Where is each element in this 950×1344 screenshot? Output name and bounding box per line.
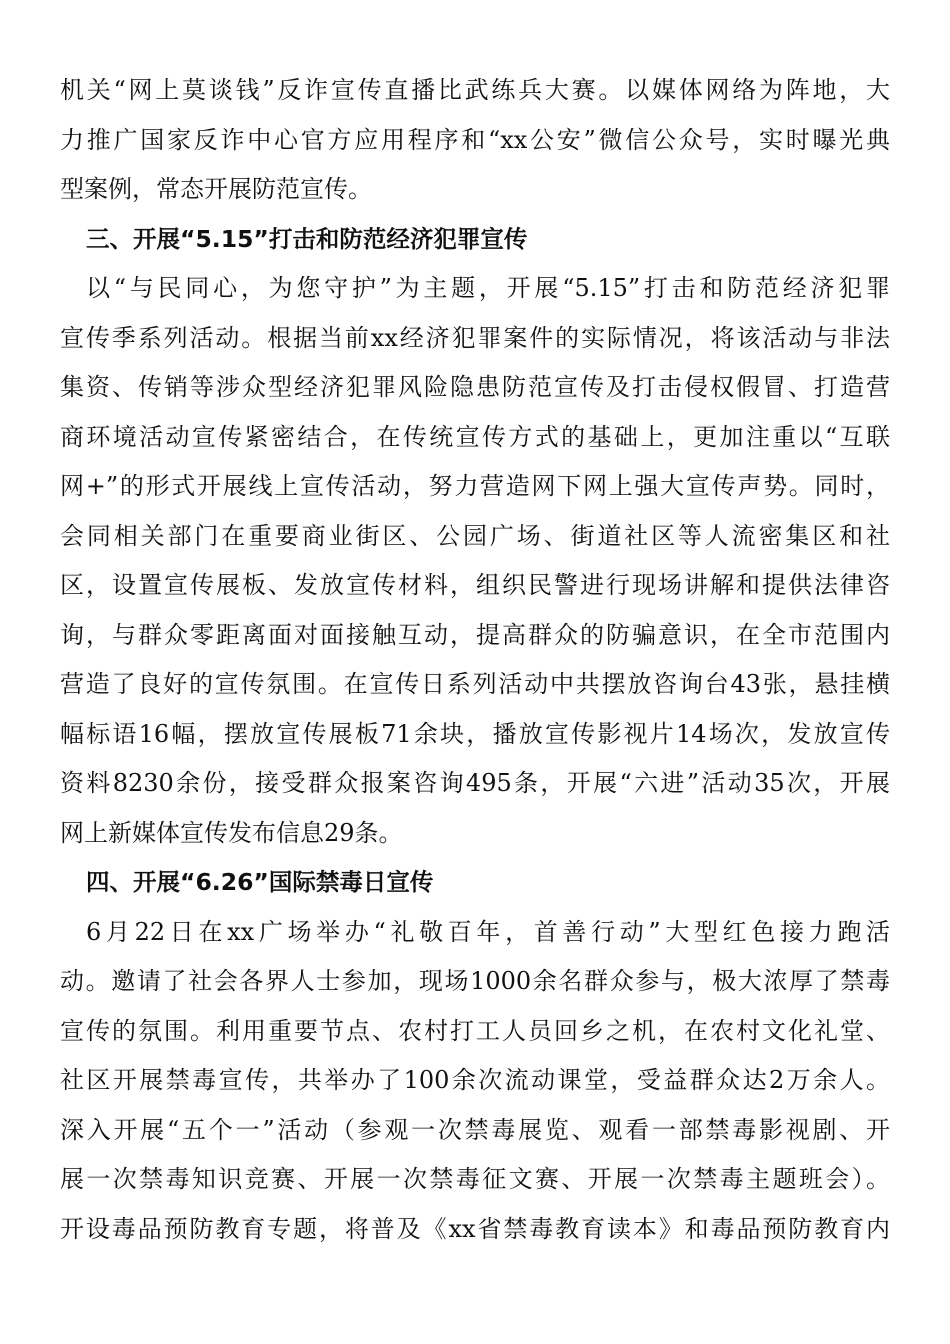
body-text-line: 型案例，常态开展防范宣传。 xyxy=(60,175,372,203)
body-text-line: 会同相关部门在重要商业街区、公园广场、街道社区等人流密集区和社 xyxy=(60,521,890,550)
body-text-line: 网上新媒体宣传发布信息29条。 xyxy=(60,818,403,847)
body-text-line: 动。邀请了社会各界人士参加，现场1000余名群众参与，极大浓厚了禁毒 xyxy=(60,967,890,995)
body-text-line: 展一次禁毒知识竞赛、开展一次禁毒征文赛、开展一次禁毒主题班会）。 xyxy=(60,1165,890,1193)
body-text-line: 集资、传销等涉众型经济犯罪风险隐患防范宣传及打击侵权假冒、打造营 xyxy=(60,373,890,401)
document-page xyxy=(60,66,890,1254)
body-text-line: 以“与民同心，为您守护”为主题，开展“5.15”打击和防范经济犯罪 xyxy=(86,274,890,302)
body-text-line: 力推广国家反诈中心官方应用程序和“xx公安”微信公众号，实时曝光典 xyxy=(60,125,890,154)
body-text-line: 商环境活动宣传紧密结合，在传统宣传方式的基础上，更加注重以“互联 xyxy=(60,422,890,451)
section-heading: 三、开展“5.15”打击和防范经济犯罪宣传 xyxy=(86,224,528,253)
body-text-line: 开设毒品预防教育专题，将普及《xx省禁毒教育读本》和毒品预防教育内 xyxy=(60,1214,890,1243)
body-text-line: 宣传的氛围。利用重要节点、农村打工人员回乡之机，在农村文化礼堂、 xyxy=(60,1016,890,1045)
section-heading: 四、开展“6.26”国际禁毒日宣传 xyxy=(86,868,434,896)
body-text-line: 机关“网上莫谈钱”反诈宣传直播比武练兵大赛。以媒体网络为阵地，大 xyxy=(60,76,890,104)
body-text-line: 6月22日在xx广场举办“礼敬百年，首善行动”大型红色接力跑活 xyxy=(86,917,890,946)
body-text-line: 营造了良好的宣传氛围。在宣传日系列活动中共摆放咨询台43张，悬挂横 xyxy=(60,670,890,698)
body-text-line: 网+”的形式开展线上宣传活动，努力营造网下网上强大宣传声势。同时， xyxy=(60,472,890,500)
body-text-line: 资料8230余份，接受群众报案咨询495条，开展“六进”活动35次，开展 xyxy=(60,769,890,797)
body-text-line: 幅标语16幅，摆放宣传展板71余块，播放宣传影视片14场次，发放宣传 xyxy=(60,719,890,748)
body-text-line: 区，设置宣传展板、发放宣传材料，组织民警进行现场讲解和提供法律咨 xyxy=(60,571,890,599)
body-text-line: 深入开展“五个一”活动（参观一次禁毒展览、观看一部禁毒影视剧、开 xyxy=(60,1115,890,1144)
body-text-line: 询，与群众零距离面对面接触互动，提高群众的防骗意识，在全市范围内 xyxy=(60,620,890,649)
body-text-line: 宣传季系列活动。根据当前xx经济犯罪案件的实际情况，将该活动与非法 xyxy=(60,323,890,352)
body-text-line: 社区开展禁毒宣传，共举办了100余次流动课堂，受益群众达2万余人。 xyxy=(60,1066,890,1094)
